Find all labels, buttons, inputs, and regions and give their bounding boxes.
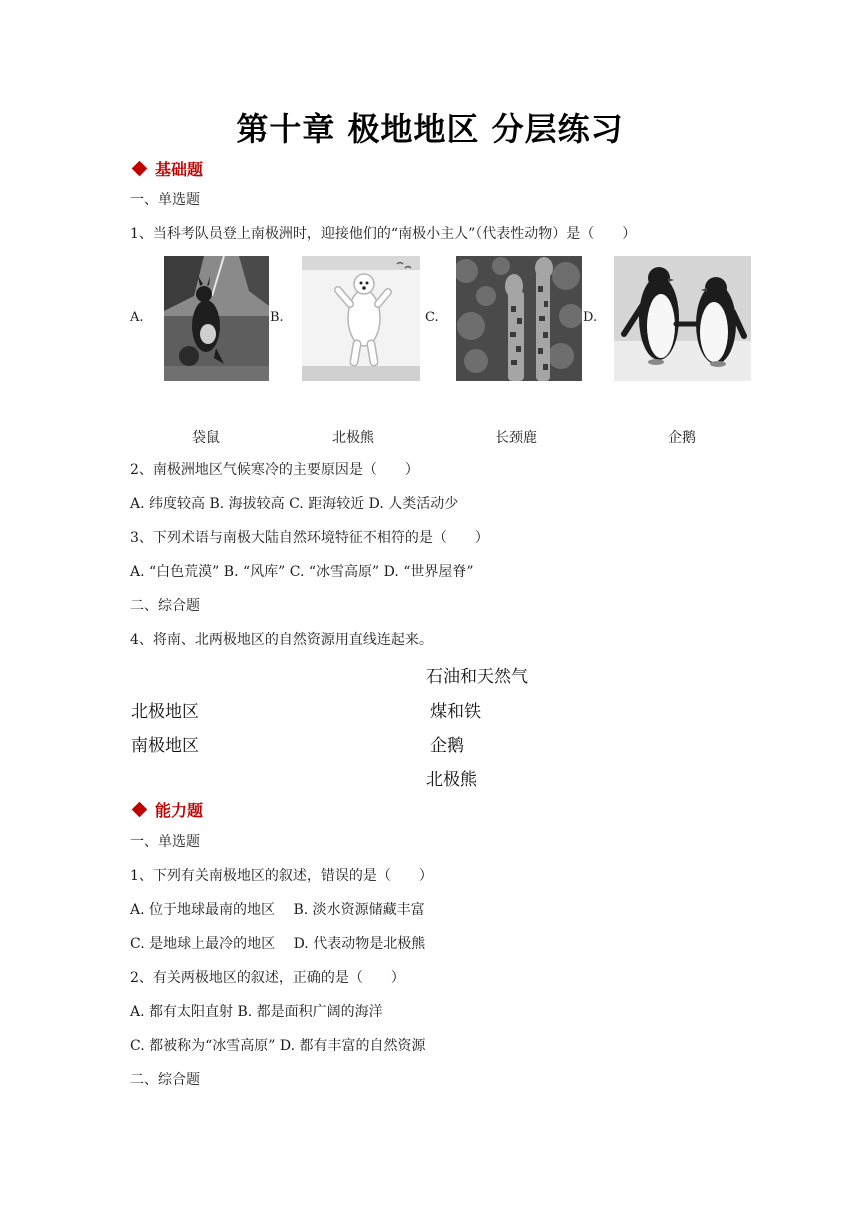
polar-bear-photo[interactable]	[302, 256, 420, 381]
section-ability-heading	[134, 798, 203, 821]
match-right-item[interactable]: 煤和铁	[430, 702, 481, 722]
section-basic-heading	[134, 157, 203, 180]
option-d-caption: 企鹅	[668, 430, 696, 446]
option-a-caption: 袋鼠	[192, 430, 220, 446]
ability-question-2: 2、有关两极地区的叙述，正确的是（ ）	[130, 970, 405, 986]
diamond-icon	[132, 161, 148, 177]
ability-part2-label: 二、综合题	[130, 1072, 200, 1088]
ability-question-2-options-line1: A. 都有太阳直射 B. 都是面积广阔的海洋	[130, 1004, 383, 1020]
penguin-photo[interactable]	[614, 256, 751, 381]
match-right-item[interactable]: 石油和天然气	[426, 667, 528, 687]
kangaroo-photo[interactable]	[164, 256, 269, 381]
option-a-letter: A.	[130, 310, 144, 325]
basic-question-4: 4、将南、北两极地区的自然资源用直线连起来。	[130, 632, 433, 648]
basic-question-2-options: A. 纬度较高 B. 海拔较高 C. 距海较近 D. 人类活动少	[130, 496, 459, 512]
option-c-caption: 长颈鹿	[495, 430, 537, 446]
ability-question-1-options-line1: A. 位于地球最南的地区 B. 淡水资源储藏丰富	[130, 902, 425, 918]
section-basic-label: 基础题	[155, 160, 204, 179]
match-right-item[interactable]: 北极熊	[426, 770, 477, 790]
option-b-letter: B.	[270, 310, 284, 325]
option-b-caption: 北极熊	[332, 430, 374, 446]
basic-part1-label: 一、单选题	[130, 192, 200, 208]
diamond-icon	[132, 802, 148, 818]
option-c-letter: C.	[425, 310, 439, 325]
match-left-item[interactable]: 北极地区	[131, 702, 199, 722]
basic-question-3-options: A. “白色荒漠” B. “风库” C. “冰雪高原” D. “世界屋脊”	[130, 564, 474, 580]
ability-question-1-options-line2: C. 是地球上最冷的地区 D. 代表动物是北极熊	[130, 936, 426, 952]
basic-part2-label: 二、综合题	[130, 598, 200, 614]
ability-question-2-options-line2: C. 都被称为“冰雪高原” D. 都有丰富的自然资源	[130, 1038, 426, 1054]
section-ability-label: 能力题	[155, 801, 204, 820]
match-right-item[interactable]: 企鹅	[430, 736, 464, 756]
basic-question-1: 1、当科考队员登上南极洲时，迎接他们的“南极小主人”（代表性动物）是（ ）	[130, 226, 637, 242]
giraffe-photo[interactable]	[456, 256, 582, 381]
option-d-letter: D.	[583, 310, 598, 325]
basic-question-2: 2、南极洲地区气候寒冷的主要原因是（ ）	[130, 462, 419, 478]
basic-question-3: 3、下列术语与南极大陆自然环境特征不相符的是（ ）	[130, 530, 489, 546]
ability-part1-label: 一、单选题	[130, 834, 200, 850]
page-title: 第十章 极地地区 分层练习	[236, 110, 624, 148]
match-left-item[interactable]: 南极地区	[131, 736, 199, 756]
ability-question-1: 1、下列有关南极地区的叙述，错误的是（ ）	[130, 868, 433, 884]
